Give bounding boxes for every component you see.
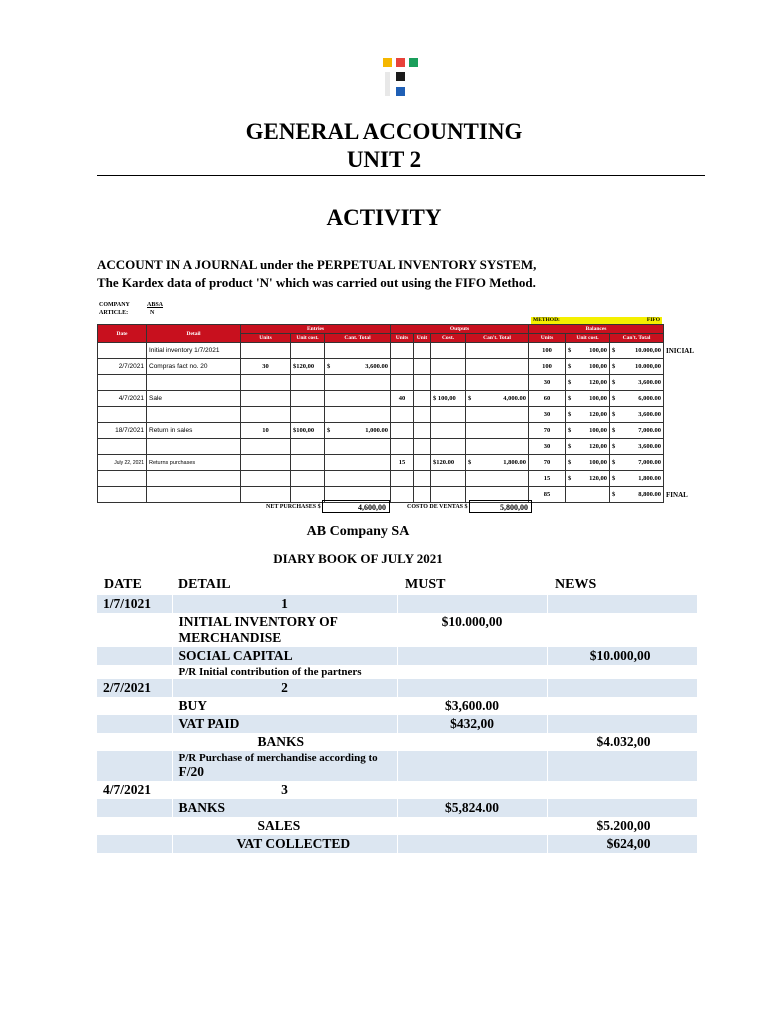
- kardex-bal-cost-cell: $ 120,00: [566, 471, 610, 487]
- kardex-in-units-cell: 30: [241, 359, 291, 375]
- diary-col-must: MUST: [405, 577, 446, 592]
- diary-news-cell: $5.200,00: [547, 817, 697, 835]
- kardex-in-units-cell: [241, 471, 291, 487]
- kardex-bal-cost-cell: [566, 487, 610, 503]
- diary-row: [97, 679, 697, 697]
- method-bar: [531, 317, 662, 324]
- kardex-in-total-cell: $ 3,600.00: [325, 359, 391, 375]
- diary-detail-cell: 3: [172, 781, 397, 799]
- kardex-out-unit-cell: [414, 439, 431, 455]
- kardex-in-cost-cell: [291, 375, 325, 391]
- kardex-bal-total-cell: $ 3,600.00: [610, 407, 664, 423]
- diary-date-cell: [97, 715, 172, 733]
- kardex-bal-units-cell: 70: [529, 423, 566, 439]
- diary-row: [97, 781, 697, 799]
- diary-date-cell: 4/7/2021: [97, 781, 172, 799]
- diary-date-cell: [97, 751, 172, 781]
- kardex-bal-units-cell: 70: [529, 455, 566, 471]
- kardex-bal-units-cell: 60: [529, 391, 566, 407]
- kardex-in-cost-cell: [291, 391, 325, 407]
- diary-detail-cell: BANKS: [172, 733, 397, 751]
- cost-of-sales-label: COSTO DE VENTAS $: [407, 504, 468, 510]
- diary-news-cell: $624,00: [547, 835, 697, 853]
- logo-square-black: [396, 72, 405, 81]
- kardex-out-unit-cell: [414, 423, 431, 439]
- diary-must-cell: [397, 647, 547, 665]
- kardex-bal-total-cell: $ 1,800.00: [610, 471, 664, 487]
- kardex-detail-cell: Return in sales: [147, 423, 241, 439]
- kardex-out-units-cell: [391, 423, 414, 439]
- diary-date-cell: [97, 799, 172, 817]
- kardex-detail-cell: [147, 439, 241, 455]
- col-in-units: Units: [241, 334, 291, 343]
- kardex-date-cell: July 22, 2021: [98, 455, 147, 471]
- kardex-in-units-cell: [241, 407, 291, 423]
- kardex-date-cell: [98, 487, 147, 503]
- diary-news-cell: [547, 679, 697, 697]
- kardex-in-units-cell: [241, 375, 291, 391]
- currency-sign: $: [568, 395, 572, 402]
- kardex-out-units-cell: [391, 487, 414, 503]
- logo-square-yellow: [383, 58, 392, 67]
- kardex-bal-units-cell: 30: [529, 407, 566, 423]
- kardex-row: [98, 471, 664, 487]
- currency-sign: $: [612, 491, 616, 498]
- diary-detail-cell: BANKS: [172, 799, 397, 817]
- diary-date-cell: [97, 733, 172, 751]
- diary-table: [97, 595, 698, 853]
- article-label: ARTICLE:: [99, 310, 129, 316]
- kardex-bal-total-cell: $ 3,600.00: [610, 439, 664, 455]
- currency-sign: $: [468, 459, 472, 466]
- diary-must-cell: [397, 733, 547, 751]
- kardex-out-unit-cell: [414, 455, 431, 471]
- kardex-out-unit-cell: [414, 343, 431, 359]
- col-bal-total: Can't. Total: [610, 334, 664, 343]
- kardex-in-cost-cell: [291, 407, 325, 423]
- diary-news-cell: $4.032,00: [547, 733, 697, 751]
- kardex-bal-total-cell: $ 7,000.00: [610, 455, 664, 471]
- diary-date-cell: [97, 697, 172, 715]
- section-title: ACTIVITY: [326, 205, 442, 230]
- diary-col-detail: DETAIL: [178, 577, 231, 592]
- diary-date-cell: [97, 817, 172, 835]
- kardex-bal-units-cell: 100: [529, 343, 566, 359]
- col-out-cost: Cost.: [431, 334, 466, 343]
- currency-sign: $: [612, 459, 616, 466]
- diary-title: DIARY BOOK OF JULY 2021: [273, 551, 443, 566]
- col-bal-units: Units: [529, 334, 566, 343]
- kardex-row: [98, 407, 664, 423]
- diary-must-cell: [397, 679, 547, 697]
- article-value: N: [150, 310, 155, 316]
- kardex-out-unit-cell: [414, 359, 431, 375]
- kardex-in-total-cell: $ 1,000.00: [325, 423, 391, 439]
- kardex-in-units-cell: 10: [241, 423, 291, 439]
- kardex-out-cost-cell: [431, 439, 466, 455]
- page-subtitle: UNIT 2: [346, 147, 422, 172]
- currency-sign: $: [612, 347, 616, 354]
- diary-date-cell: [97, 835, 172, 853]
- kardex-detail-cell: Sale: [147, 391, 241, 407]
- kardex-in-units-cell: [241, 487, 291, 503]
- kardex-in-units-cell: [241, 455, 291, 471]
- kardex-in-cost-cell: [291, 487, 325, 503]
- currency-sign: $: [612, 411, 616, 418]
- diary-must-cell: $3,600.00: [397, 697, 547, 715]
- currency-sign: $: [468, 395, 472, 402]
- currency-sign: $: [612, 475, 616, 482]
- diary-date-cell: 2/7/2021: [97, 679, 172, 697]
- kardex-date-cell: [98, 375, 147, 391]
- diary-date-cell: 1/7/1021: [97, 595, 172, 613]
- kardex-bal-cost-cell: $ 120,00: [566, 375, 610, 391]
- diary-date-cell: [97, 613, 172, 647]
- kardex-in-cost-cell: [291, 439, 325, 455]
- diary-detail-cell: 2: [172, 679, 397, 697]
- diary-must-cell: [397, 817, 547, 835]
- kardex-out-total-cell: $ 4,000.00: [466, 391, 529, 407]
- kardex-out-total-cell: [466, 423, 529, 439]
- kardex-bal-units-cell: 30: [529, 375, 566, 391]
- kardex-row: [98, 423, 664, 439]
- kardex-row: Initial inventory 1/7/2021 100 $ 100,00 $ 10.000,00 INICIAL: [98, 343, 664, 359]
- kardex-in-units-cell: [241, 439, 291, 455]
- kardex-date-cell: [98, 407, 147, 423]
- kardex-bal-units-cell: 30: [529, 439, 566, 455]
- diary-detail-cell: BUY: [172, 697, 397, 715]
- cost-of-sales-value: 5,800,00: [469, 500, 532, 513]
- diary-detail-line: P/R Purchase of merchandise according to: [178, 752, 378, 764]
- kardex-out-cost-cell: [431, 487, 466, 503]
- kardex-out-cost-cell: [431, 407, 466, 423]
- currency-sign: $: [568, 459, 572, 466]
- kardex-out-units-cell: [391, 471, 414, 487]
- kardex-out-cost-cell: $ 100,00: [431, 391, 466, 407]
- kardex-in-units-cell: [241, 343, 291, 359]
- kardex-detail-cell: [147, 471, 241, 487]
- kardex-out-total-cell: [466, 359, 529, 375]
- currency-sign: $: [612, 443, 616, 450]
- diary-col-date: DATE: [104, 577, 142, 592]
- diary-detail-cell: 1: [172, 595, 397, 613]
- kardex-out-cost-cell: [431, 423, 466, 439]
- currency-sign: $: [568, 363, 572, 370]
- kardex-in-total-cell: [325, 439, 391, 455]
- diary-news-cell: [547, 751, 697, 781]
- diary-row: [97, 595, 697, 613]
- diary-row: [97, 835, 697, 853]
- kardex-out-unit-cell: [414, 391, 431, 407]
- diary-row: [97, 697, 697, 715]
- title-divider: [97, 175, 705, 176]
- kardex-in-total-cell: [325, 343, 391, 359]
- kardex-out-total-cell: [466, 375, 529, 391]
- diary-row: [97, 751, 697, 781]
- currency-sign: $: [568, 379, 572, 386]
- kardex-bal-total-cell: $ 3,600.00: [610, 375, 664, 391]
- kardex-bal-total-cell: $ 10.000,00: [610, 343, 664, 359]
- method-value: FIFO: [646, 317, 660, 323]
- kardex-out-total-cell: [466, 407, 529, 423]
- diary-row: [97, 715, 697, 733]
- method-label: METHOD:: [533, 317, 560, 323]
- diary-news-cell: [547, 697, 697, 715]
- col-date: Date: [98, 325, 147, 343]
- diary-must-cell: $10.000,00: [397, 613, 547, 647]
- diary-detail-cell: SOCIAL CAPITAL: [172, 647, 397, 665]
- kardex-detail-cell: Initial inventory 1/7/2021: [147, 343, 241, 359]
- diary-detail-cell: P/R Initial contribution of the partners: [172, 665, 397, 679]
- col-entries: Entries: [241, 325, 391, 334]
- currency-sign: $: [612, 363, 616, 370]
- kardex-detail-cell: [147, 375, 241, 391]
- diary-news-cell: [547, 799, 697, 817]
- logo-square-green: [409, 58, 418, 67]
- kardex-out-total-cell: $ 1,800.00: [466, 455, 529, 471]
- kardex-date-cell: 2/7/2021: [98, 359, 147, 375]
- kardex-row: [98, 439, 664, 455]
- kardex-out-cost-cell: [431, 375, 466, 391]
- net-purchases-value: 4,600,00: [322, 500, 390, 513]
- diary-must-cell: [397, 835, 547, 853]
- kardex-date-cell: [98, 343, 147, 359]
- diary-news-cell: [547, 781, 697, 799]
- col-balances: Balances: [529, 325, 664, 334]
- kardex-out-cost-cell: [431, 471, 466, 487]
- kardex-out-units-cell: [391, 375, 414, 391]
- kardex-out-total-cell: [466, 343, 529, 359]
- kardex-detail-cell: Returns purchases: [147, 455, 241, 471]
- kardex-bal-total-cell: $ 8,800.00: [610, 487, 664, 503]
- kardex-in-units-cell: [241, 391, 291, 407]
- kardex-in-total-cell: [325, 407, 391, 423]
- diary-row: [97, 799, 697, 817]
- kardex-out-units-cell: 40: [391, 391, 414, 407]
- diary-col-news: NEWS: [555, 577, 597, 592]
- kardex-detail-cell: [147, 487, 241, 503]
- company-name: AB Company SA: [306, 524, 410, 539]
- kardex-in-cost-cell: [291, 455, 325, 471]
- diary-detail-cell: [172, 751, 397, 781]
- kardex-out-units-cell: [391, 439, 414, 455]
- col-outputs: Outputs: [391, 325, 529, 334]
- kardex-out-unit-cell: [414, 407, 431, 423]
- kardex-in-total-cell: [325, 455, 391, 471]
- diary-must-cell: [397, 665, 547, 679]
- col-in-total: Cant. Total: [325, 334, 391, 343]
- diary-detail-cell: VAT PAID: [172, 715, 397, 733]
- kardex-row: [98, 359, 664, 375]
- currency-sign: $: [568, 347, 572, 354]
- col-out-total: Can't. Total: [466, 334, 529, 343]
- diary-must-cell: [397, 595, 547, 613]
- diary-row: [97, 733, 697, 751]
- logo-square-red: [396, 58, 405, 67]
- currency-sign: $: [568, 475, 572, 482]
- currency-sign: $: [612, 395, 616, 402]
- kardex-row: 85 $ 8,800.00 FINAL: [98, 487, 664, 503]
- kardex-table: [97, 324, 695, 503]
- kardex-out-cost-cell: [431, 343, 466, 359]
- logo-text-bar: [385, 72, 390, 96]
- diary-news-cell: [547, 613, 697, 647]
- col-bal-cost: Unit cost.: [566, 334, 610, 343]
- kardex-out-unit-cell: [414, 471, 431, 487]
- diary-date-cell: [97, 665, 172, 679]
- kardex-bal-units-cell: 85: [529, 487, 566, 503]
- diary-must-cell: $5,824.00: [397, 799, 547, 817]
- company-value: ABSA: [147, 302, 164, 308]
- col-detail: Detail: [147, 325, 241, 343]
- kardex-detail-cell: Compras fact no. 20: [147, 359, 241, 375]
- diary-row: [97, 613, 697, 647]
- company-label: COMPANY: [99, 302, 130, 308]
- diary-date-cell: [97, 647, 172, 665]
- kardex-out-total-cell: [466, 471, 529, 487]
- kardex-bal-cost-cell: $ 120,00: [566, 439, 610, 455]
- kardex-out-units-cell: [391, 343, 414, 359]
- kardex-bal-units-cell: 15: [529, 471, 566, 487]
- diary-row: [97, 817, 697, 835]
- kardex-bal-cost-cell: $ 100,00: [566, 359, 610, 375]
- kardex-bal-total-cell: $ 6,000.00: [610, 391, 664, 407]
- kardex-out-cost-cell: $120.00: [431, 455, 466, 471]
- diary-news-cell: $10.000,00: [547, 647, 697, 665]
- currency-sign: $: [327, 363, 331, 370]
- diary-news-cell: [547, 715, 697, 733]
- kardex-date-cell: 4/7/2021: [98, 391, 147, 407]
- currency-sign: $: [612, 379, 616, 386]
- currency-sign: $: [568, 411, 572, 418]
- diary-must-cell: [397, 781, 547, 799]
- kardex-in-cost-cell: $100,00: [291, 423, 325, 439]
- kardex-bal-total-cell: $ 7,000.00: [610, 423, 664, 439]
- kardex-date-cell: [98, 471, 147, 487]
- col-in-cost: Unit cost.: [291, 334, 325, 343]
- kardex-bal-cost-cell: $ 120,00: [566, 407, 610, 423]
- currency-sign: $: [612, 427, 616, 434]
- kardex-bal-cost-cell: $ 100,00: [566, 455, 610, 471]
- col-out-units: Units: [391, 334, 414, 343]
- net-purchases-label: NET PURCHASES $: [266, 504, 321, 510]
- col-out-unit: Unit: [414, 334, 431, 343]
- kardex-row: [98, 375, 664, 391]
- kardex-detail-cell: [147, 407, 241, 423]
- kardex-in-total-cell: [325, 375, 391, 391]
- diary-must-cell: $432,00: [397, 715, 547, 733]
- kardex-bal-cost-cell: $ 100,00: [566, 391, 610, 407]
- currency-sign: $: [568, 427, 572, 434]
- kardex-in-cost-cell: [291, 343, 325, 359]
- kardex-bal-cost-cell: $ 100,00: [566, 343, 610, 359]
- kardex-out-total-cell: [466, 439, 529, 455]
- diary-row: [97, 647, 697, 665]
- kardex-out-unit-cell: [414, 487, 431, 503]
- kardex-row: [98, 455, 664, 471]
- kardex-bal-units-cell: 100: [529, 359, 566, 375]
- page-title: GENERAL ACCOUNTING: [245, 119, 523, 144]
- diary-must-cell: [397, 751, 547, 781]
- kardex-in-cost-cell: [291, 471, 325, 487]
- kardex-out-units-cell: 15: [391, 455, 414, 471]
- kardex-date-cell: 18/7/2021: [98, 423, 147, 439]
- kardex-bal-total-cell: $ 10.000,00: [610, 359, 664, 375]
- diary-news-cell: [547, 595, 697, 613]
- kardex-out-cost-cell: [431, 359, 466, 375]
- kardex-date-cell: [98, 439, 147, 455]
- kardex-row: [98, 391, 664, 407]
- diary-detail-line: F/20: [178, 764, 204, 779]
- kardex-bal-cost-cell: $ 100,00: [566, 423, 610, 439]
- logo-square-blue: [396, 87, 405, 96]
- kardex-out-units-cell: [391, 359, 414, 375]
- diary-news-cell: [547, 665, 697, 679]
- intro-line-1: ACCOUNT IN A JOURNAL under the PERPETUAL INVENTORY SYSTEM,: [97, 257, 537, 272]
- diary-detail-cell: SALES: [172, 817, 397, 835]
- kardex-in-total-cell: [325, 391, 391, 407]
- diary-row: [97, 665, 697, 679]
- diary-detail-cell: VAT COLLECTED: [172, 835, 397, 853]
- kardex-in-total-cell: [325, 471, 391, 487]
- currency-sign: $: [327, 427, 331, 434]
- intro-line-2: The Kardex data of product 'N' which was carried out using the FIFO Method.: [97, 275, 536, 290]
- diary-detail-cell: INITIAL INVENTORY OF MERCHANDISE: [172, 613, 397, 647]
- kardex-out-units-cell: [391, 407, 414, 423]
- kardex-in-cost-cell: $120,00: [291, 359, 325, 375]
- kardex-header-row-1: [98, 325, 664, 334]
- currency-sign: $: [568, 443, 572, 450]
- kardex-out-unit-cell: [414, 375, 431, 391]
